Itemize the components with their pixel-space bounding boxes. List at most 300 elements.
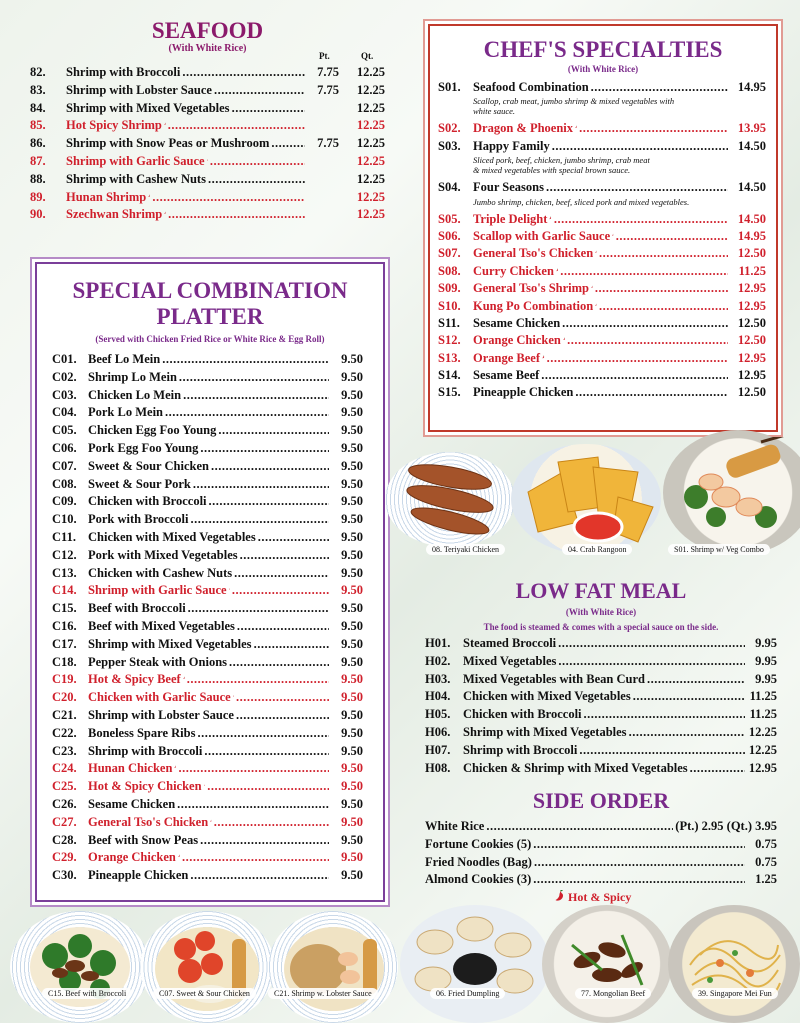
lowfat-item-price: 11.25 — [749, 707, 777, 722]
chef-item-name: Seafood Combination — [473, 80, 589, 94]
lowfat-item-price: 12.25 — [748, 724, 777, 739]
side-white-rice-pt: 2.95 — [701, 819, 724, 833]
combo-item-price: 9.50 — [341, 387, 363, 402]
chili-pepper-icon — [164, 119, 166, 129]
chef-item — [438, 120, 766, 137]
shrimp-lobster-photo — [278, 919, 390, 1015]
combo-item-price: 9.50 — [341, 601, 363, 616]
combo-item-code: C05. — [52, 423, 77, 438]
combo-item-price: 9.50 — [341, 512, 363, 527]
combo-item-price: 9.50 — [341, 636, 363, 651]
combo-item-code: C23. — [52, 743, 77, 758]
seafood-item — [30, 100, 385, 118]
chef-item-leader — [541, 367, 728, 384]
chef-item-code: S09. — [438, 281, 461, 296]
seafood-item-pt: 7.75 — [317, 82, 339, 97]
side-list — [425, 836, 777, 889]
chef-item-price: 14.50 — [737, 211, 766, 226]
combo-item — [52, 832, 363, 850]
lowfat-item-price: 9.95 — [755, 671, 777, 686]
lowfat-item — [425, 688, 777, 706]
lowfat-item-name: Shrimp with Broccoli — [463, 742, 578, 757]
combo-item-code: C30. — [52, 868, 77, 883]
chef-item — [438, 263, 766, 280]
seafood-item — [30, 82, 385, 100]
chef-item-price: 14.95 — [737, 80, 766, 94]
combo-item-price: 9.50 — [341, 565, 363, 580]
combo-title-line2: PLATTER — [156, 304, 264, 329]
chef-item-description: Scallop, crab meat, jumbo shrimp & mixed vegetables with — [473, 96, 675, 107]
combo-item-code: C02. — [52, 369, 77, 384]
chili-pepper-icon — [549, 213, 551, 223]
chef-item-code: S08. — [438, 263, 461, 278]
side-item-leader — [533, 836, 745, 854]
combo-item-leader — [190, 511, 329, 529]
combo-item-leader — [193, 476, 329, 494]
combo-item-leader — [182, 849, 329, 867]
side-item-leader — [533, 871, 745, 889]
combo-item-price: 9.50 — [341, 529, 363, 544]
combo-item-code: C13. — [52, 565, 77, 580]
seafood-title: SEAFOOD — [151, 18, 264, 43]
side-item-name: Almond Cookies (3) — [425, 872, 532, 887]
combo-item — [52, 671, 363, 689]
seafood-item-qt: 12.25 — [356, 65, 385, 79]
combo-item-code: C26. — [52, 796, 77, 811]
combo-item-code: C25. — [52, 779, 77, 794]
lowfat-item — [425, 742, 777, 760]
combo-item — [52, 636, 363, 654]
chef-item-code: S10. — [438, 298, 461, 313]
chef-item-price: 13.95 — [737, 121, 766, 136]
seafood-col-qt: Qt. — [361, 51, 374, 61]
combo-item-code: C27. — [52, 814, 77, 829]
chili-pepper-icon — [183, 673, 185, 683]
combo-list — [37, 344, 383, 885]
seafood-item-qt: 12.25 — [356, 189, 385, 204]
chef-item-price: 12.95 — [737, 368, 766, 383]
lowfat-item-name: Mixed Vegetables with Bean Curd — [463, 671, 645, 686]
chili-pepper-icon — [595, 247, 597, 257]
lowfat-item-code: H03. — [425, 671, 451, 686]
combo-item-name: Shrimp with Lobster Sauce — [88, 707, 234, 722]
combo-item-price: 9.50 — [341, 761, 363, 776]
seafood-item-leader — [210, 153, 305, 171]
combo-item — [52, 725, 363, 743]
combo-item-code: C19. — [52, 672, 77, 687]
seafood-list — [30, 64, 385, 224]
combo-item-code: C11. — [52, 529, 76, 544]
seafood-item-leader — [168, 117, 305, 135]
combo-item — [52, 867, 363, 885]
combo-item-name: Chicken with Garlic Sauce — [88, 690, 231, 705]
combo-item — [52, 422, 363, 440]
combo-item-price: 9.50 — [341, 547, 363, 562]
seafood-item-name: Shrimp with Snow Peas or Mushroom — [66, 136, 270, 151]
side-title: SIDE ORDER — [532, 788, 670, 813]
combo-item-code: C28. — [52, 832, 77, 847]
combo-item-leader — [204, 743, 329, 761]
seafood-section — [30, 18, 385, 224]
seafood-item-code: 85. — [30, 118, 46, 133]
combo-item-code: C21. — [52, 707, 77, 722]
lowfat-item-price: 9.95 — [755, 636, 777, 650]
seafood-item-leader — [271, 135, 305, 153]
combo-item-price: 9.50 — [341, 690, 363, 705]
combo-item-leader — [179, 760, 329, 778]
combo-item-name: Shrimp with Broccoli — [88, 743, 203, 758]
chili-pepper-icon — [575, 122, 577, 132]
chef-list — [430, 74, 776, 402]
lowfat-title: LOW FAT MEAL — [515, 578, 687, 603]
seafood-item-code: 82. — [30, 65, 46, 79]
combo-item-price: 9.50 — [341, 707, 363, 722]
lowfat-item-code: H02. — [425, 653, 451, 668]
chili-pepper-icon — [229, 584, 230, 594]
combo-item-name: Pineapple Chicken — [88, 868, 189, 883]
combo-item-price: 9.50 — [341, 458, 363, 473]
seafood-item-leader — [214, 82, 305, 100]
chef-item — [438, 79, 766, 96]
chef-item-description: Sliced pork, beef, chicken, jumbo shrimp, crab meat — [473, 155, 650, 166]
chef-item-leader — [552, 138, 728, 155]
lowfat-item-code: H07. — [425, 742, 451, 757]
seafood-item-code: 89. — [30, 189, 46, 204]
seafood-item-code: 87. — [30, 153, 46, 168]
chef-item-leader — [567, 332, 728, 349]
combo-item — [52, 600, 363, 618]
seafood-item-leader — [152, 189, 305, 207]
combo-item-price: 9.50 — [341, 850, 363, 865]
beef-broccoli-photo — [25, 921, 135, 1013]
lowfat-item-name: Chicken with Broccoli — [463, 707, 582, 722]
combo-item-code: C04. — [52, 405, 77, 420]
combo-item — [52, 511, 363, 529]
combo-item — [52, 760, 363, 778]
seafood-item-code: 88. — [30, 171, 46, 186]
chef-item-price: 14.95 — [737, 228, 766, 243]
combo-item-name: Chicken with Mixed Vegetables — [88, 529, 256, 544]
combo-item-leader — [188, 600, 329, 618]
side-item — [425, 871, 777, 889]
seafood-item-code: 86. — [30, 136, 46, 151]
lowfat-note: The food is steamed & comes with a special sauce on the side. — [483, 622, 719, 632]
chef-item-description: white sauce. — [473, 106, 516, 117]
chef-item — [438, 228, 766, 245]
combo-item-price: 9.50 — [341, 779, 363, 794]
chili-pepper-icon — [178, 851, 180, 861]
chili-pepper-icon — [233, 691, 234, 701]
hot-spicy-legend — [552, 890, 631, 905]
combo-item-name: Sesame Chicken — [88, 796, 176, 811]
combo-item-name: Hot & Spicy Beef — [88, 672, 181, 687]
combo-item — [52, 654, 363, 672]
side-white-rice — [425, 818, 777, 836]
combo-item-leader — [209, 493, 329, 511]
combo-item-name: Pepper Steak with Onions — [88, 654, 228, 669]
combo-item-name: Sweet & Sour Pork — [88, 476, 191, 491]
seafood-item-code: 83. — [30, 82, 46, 97]
sweet-sour-chicken-photo — [150, 919, 265, 1015]
lowfat-item-name: Steamed Broccoli — [463, 636, 557, 650]
combo-item-name: Boneless Spare Ribs — [88, 725, 196, 740]
seafood-col-pt: Pt. — [319, 51, 330, 61]
combo-panel — [35, 262, 385, 902]
combo-item — [52, 849, 363, 867]
combo-item-name: Chicken with Broccoli — [88, 494, 207, 509]
combo-item — [52, 689, 363, 707]
crab-rangoon-art — [518, 452, 658, 547]
chef-item-code: S04. — [438, 180, 461, 195]
seafood-item-qt: 12.25 — [356, 207, 385, 222]
combo-item-leader — [200, 832, 329, 850]
combo-item — [52, 529, 363, 547]
seafood-item-name: Shrimp with Lobster Sauce — [66, 82, 212, 97]
combo-item-name: Shrimp with Mixed Vegetables — [88, 636, 252, 651]
seafood-item — [30, 153, 385, 171]
chef-item-leader — [579, 120, 728, 137]
chili-pepper-icon — [556, 265, 558, 275]
seafood-item-qt: 12.25 — [356, 118, 385, 133]
combo-item — [52, 796, 363, 814]
chef-item — [438, 332, 766, 349]
chef-item-price: 12.50 — [737, 333, 766, 348]
chili-pepper-icon — [591, 282, 593, 292]
chili-pepper-icon — [612, 230, 614, 240]
lowfat-item-name: Chicken with Mixed Vegetables — [463, 689, 631, 704]
seafood-item-name: Hot Spicy Shrimp — [66, 118, 162, 133]
chef-item-leader — [546, 179, 728, 196]
fried-dumpling-art — [405, 907, 545, 1019]
chef-item-price: 14.50 — [737, 180, 766, 195]
chef-item-leader — [554, 211, 728, 228]
chef-item-description: & mixed vegetables with special brown sauce. — [473, 165, 631, 176]
seafood-item-qt: 12.25 — [356, 153, 385, 168]
lowfat-item — [425, 724, 777, 742]
bottom-caption-5: 77. Mongolian Beef — [575, 988, 651, 999]
combo-item-leader — [165, 404, 329, 422]
combo-item-name: Shrimp Lo Mein — [88, 369, 177, 384]
combo-item-code: C16. — [52, 618, 77, 633]
combo-item-name: Shrimp with Garlic Sauce — [88, 583, 227, 598]
combo-item — [52, 351, 363, 369]
seafood-item-leader — [232, 100, 305, 118]
seafood-item-qt: 12.25 — [356, 171, 385, 186]
lowfat-item — [425, 653, 777, 671]
combo-item-code: C08. — [52, 476, 77, 491]
combo-item-code: C06. — [52, 440, 77, 455]
bottom-caption-3: C21. Shrimp w. Lobster Sauce — [268, 988, 378, 999]
chef-item-leader — [547, 350, 728, 367]
combo-item-price: 9.50 — [341, 654, 363, 669]
combo-item-name: Pork Egg Foo Young — [88, 440, 199, 455]
seafood-item — [30, 189, 385, 207]
seafood-item — [30, 117, 385, 135]
lowfat-item-code: H01. — [425, 636, 451, 650]
seafood-item-qt: 12.25 — [356, 100, 385, 115]
mid-caption-3: S01. Shrimp w/ Veg Combo — [668, 544, 770, 555]
combo-item-code: C01. — [52, 352, 77, 366]
chef-item — [438, 245, 766, 262]
side-item — [425, 854, 777, 872]
chili-pepper-icon — [595, 300, 597, 310]
combo-item-name: Pork with Broccoli — [88, 512, 189, 527]
chef-item-leader — [575, 384, 728, 401]
chef-item-name: Dragon & Phoenix — [473, 121, 573, 136]
chef-item-price: 12.50 — [737, 385, 766, 400]
side-item-price: 0.75 — [755, 854, 777, 869]
combo-item-name: General Tso's Chicken — [88, 814, 209, 829]
combo-item — [52, 743, 363, 761]
combo-item-leader — [236, 689, 329, 707]
combo-item-code: C24. — [52, 761, 77, 776]
combo-item-name: Chicken Egg Foo Young — [88, 423, 217, 438]
combo-item-code: C17. — [52, 636, 77, 651]
combo-item-code: C09. — [52, 494, 77, 509]
chili-pepper-icon — [148, 191, 150, 201]
chef-item — [438, 280, 766, 297]
combo-item-leader — [177, 796, 329, 814]
lowfat-item-leader — [558, 653, 745, 671]
chef-item-code: S12. — [438, 333, 461, 348]
combo-item-leader — [190, 867, 329, 885]
seafood-item-qt: 12.25 — [356, 82, 385, 97]
combo-item-leader — [187, 671, 329, 689]
combo-item-leader — [240, 547, 329, 565]
combo-item-name: Pork Lo Mein — [88, 405, 163, 420]
lowfat-section — [425, 578, 777, 777]
bottom-photo-strip — [0, 905, 800, 1023]
combo-item-price: 9.50 — [341, 725, 363, 740]
chef-item-name: Triple Delight — [473, 211, 548, 226]
combo-item — [52, 565, 363, 583]
chili-pepper-icon — [554, 890, 565, 902]
combo-item-leader — [234, 565, 329, 583]
combo-item-code: C29. — [52, 850, 77, 865]
seafood-item — [30, 135, 385, 153]
combo-item-leader — [232, 582, 329, 600]
lowfat-item-leader — [629, 724, 745, 742]
chef-item-code: S14. — [438, 368, 461, 383]
chef-item-name: Pineapple Chicken — [473, 385, 574, 400]
lowfat-item-leader — [579, 742, 745, 760]
chef-item-leader — [591, 79, 728, 96]
legend-label: Hot & Spicy — [568, 890, 632, 904]
chili-pepper-icon — [542, 352, 545, 362]
chef-item-code: S15. — [438, 385, 461, 400]
chef-item-name: General Tso's Shrimp — [473, 281, 589, 296]
chef-item-price: 12.95 — [737, 298, 766, 313]
lowfat-item — [425, 635, 777, 653]
combo-item-price: 9.50 — [341, 672, 363, 687]
seafood-column-headers — [30, 51, 385, 64]
combo-item-price: 9.50 — [341, 814, 363, 829]
combo-item-leader — [183, 387, 329, 405]
mid-photo-strip — [383, 432, 800, 557]
chili-pepper-icon — [207, 155, 208, 165]
singapore-mei-fun-art — [680, 915, 788, 1015]
seafood-item-pt: 7.75 — [317, 65, 339, 79]
combo-item-price: 9.50 — [341, 832, 363, 847]
seafood-item — [30, 64, 385, 82]
chef-item — [438, 384, 766, 401]
chef-item-name: Kung Po Combination — [473, 298, 594, 313]
lowfat-item-leader — [690, 760, 745, 778]
lowfat-item-leader — [584, 706, 745, 724]
combo-item-price: 9.50 — [341, 583, 363, 598]
combo-item — [52, 814, 363, 832]
chef-title: CHEF'S SPECIALTIES — [483, 37, 723, 62]
chef-item-leader — [560, 263, 728, 280]
combo-item-name: Beef with Snow Peas — [88, 832, 199, 847]
seafood-item — [30, 171, 385, 189]
seafood-item-name: Shrimp with Cashew Nuts — [66, 171, 206, 186]
chef-item-name: Curry Chicken — [473, 263, 554, 278]
mongolian-beef-art — [552, 915, 662, 1015]
bottom-caption-4: 06. Fried Dumpling — [430, 988, 505, 999]
combo-item-code: C07. — [52, 458, 77, 473]
combo-item — [52, 618, 363, 636]
chef-item-code: S13. — [438, 350, 461, 365]
combo-item — [52, 440, 363, 458]
chef-item-code: S06. — [438, 228, 461, 243]
combo-item-leader — [179, 369, 329, 387]
combo-item-price: 9.50 — [341, 868, 363, 883]
chef-item-name: Sesame Chicken — [473, 315, 561, 330]
lowfat-item-leader — [633, 688, 745, 706]
side-item-name: Fried Noodles (Bag) — [425, 854, 532, 869]
chef-item-code: S01. — [438, 80, 461, 94]
combo-item-leader — [211, 458, 329, 476]
lowfat-item-price: 9.95 — [755, 653, 777, 668]
chili-pepper-icon — [210, 816, 212, 826]
chili-pepper-icon — [164, 208, 166, 218]
lowfat-item-price: 12.95 — [748, 760, 777, 775]
lowfat-item-leader — [647, 671, 745, 689]
combo-item — [52, 369, 363, 387]
chef-item-leader — [616, 228, 728, 245]
combo-item-price: 9.50 — [341, 423, 363, 438]
seafood-item-name: Shrimp with Mixed Vegetables — [66, 100, 230, 115]
chef-item-leader — [599, 245, 728, 262]
chef-item-price: 12.95 — [737, 281, 766, 296]
seafood-item-code: 84. — [30, 100, 46, 115]
seafood-item-qt: 12.25 — [356, 136, 385, 151]
combo-item-leader — [254, 636, 329, 654]
lowfat-subtitle: (With White Rice) — [565, 607, 637, 617]
chef-item — [438, 298, 766, 315]
chef-item — [438, 179, 766, 196]
combo-item-name: Sweet & Sour Chicken — [88, 458, 209, 473]
chef-item-code: S05. — [438, 211, 461, 226]
combo-item-price: 9.50 — [341, 743, 363, 758]
bottom-caption-1: C15. Beef with Broccoli — [42, 988, 132, 999]
chef-item — [438, 315, 766, 332]
chef-item-name: Orange Chicken — [473, 333, 561, 348]
combo-item — [52, 582, 363, 600]
side-item-leader — [534, 854, 745, 872]
combo-item-leader — [197, 725, 329, 743]
lowfat-item-leader — [558, 635, 745, 653]
combo-title-line1: SPECIAL COMBINATION — [72, 278, 348, 303]
side-item-name: Fortune Cookies (5) — [425, 836, 532, 851]
chili-pepper-icon — [174, 762, 176, 772]
seafood-item-leader — [168, 206, 305, 224]
combo-item-code: C22. — [52, 725, 77, 740]
combo-item-price: 9.50 — [341, 440, 363, 455]
side-item-price: 0.75 — [755, 836, 777, 851]
combo-item — [52, 493, 363, 511]
